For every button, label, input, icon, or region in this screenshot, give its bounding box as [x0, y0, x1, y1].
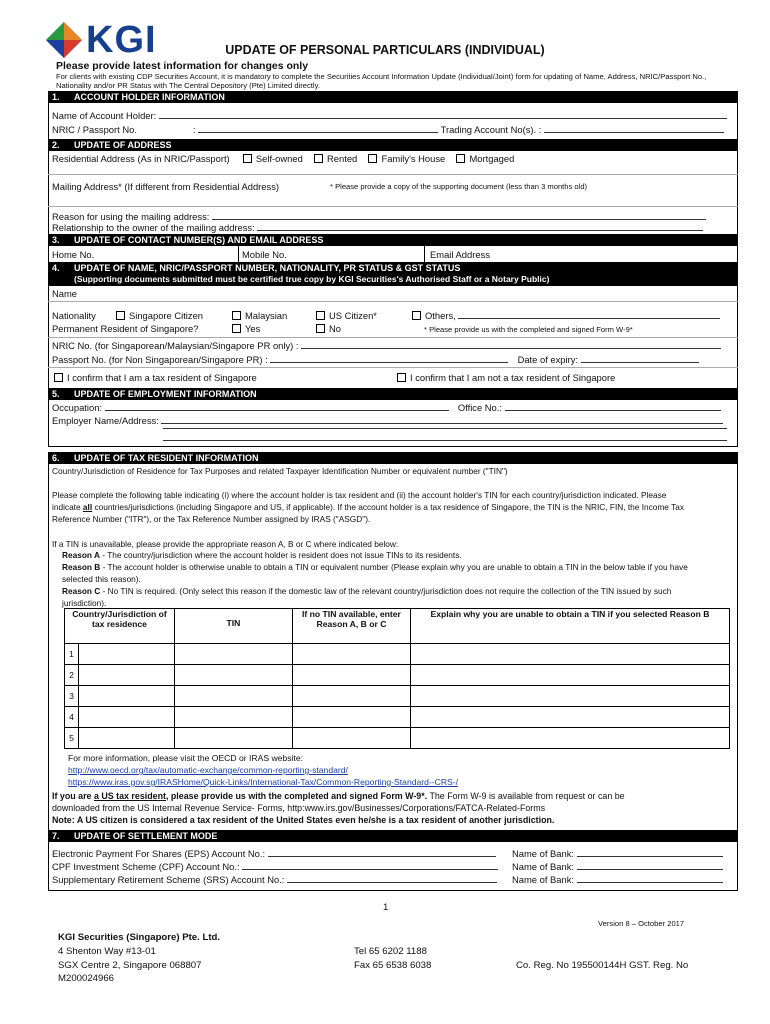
eps-bank-row — [512, 848, 723, 859]
reason-cell[interactable] — [292, 665, 410, 686]
reason-b-cont: selected this reason). — [62, 574, 141, 584]
srs-bank-row — [512, 874, 723, 885]
more-info-text: For more information, please visit the OECD or IRAS website: — [68, 753, 303, 763]
version-text: Version 8 – October 2017 — [598, 919, 685, 928]
residential-address-row — [52, 153, 514, 164]
nric-row — [52, 124, 724, 135]
tin-unavailable-intro: If a TIN is unavailable, please provide the appropriate reason A, B or C where indicated below: — [52, 539, 399, 549]
tin-cell[interactable] — [174, 686, 292, 707]
pr-label: Permanent Resident of Singapore? — [52, 323, 199, 334]
cpf-bank-row — [512, 861, 723, 872]
relationship-field[interactable] — [257, 222, 703, 231]
tax-resident-not-sg-label: I confirm that I am not a tax resident of Singapore — [410, 372, 616, 383]
page-number: 1 — [383, 902, 389, 913]
trading-account-field[interactable] — [544, 124, 724, 133]
nric-number-row — [52, 340, 721, 351]
others-checkbox[interactable] — [412, 311, 421, 320]
country-cell[interactable] — [79, 707, 175, 728]
reason-a-text: - The country/jurisdiction where the account holder is resident does not issue TINs to its residents. — [99, 550, 462, 560]
relationship-label: Relationship to the owner of the mailing address: — [52, 222, 255, 233]
account-holder-name-label: Name of Account Holder: — [52, 110, 157, 121]
pr-no-label: No — [329, 323, 341, 334]
col-explain: Explain why you are unable to obtain a TIN if you selected Reason B — [410, 609, 729, 644]
section-number: 7. — [52, 831, 60, 841]
reason-cell[interactable] — [292, 707, 410, 728]
explain-cell[interactable] — [410, 728, 729, 749]
mailing-address-label: Mailing Address* (If different from Residential Address) — [52, 181, 280, 192]
reason-c-cont: jurisdiction). — [62, 598, 107, 608]
country-cell[interactable] — [79, 728, 175, 749]
section-number: 3. — [52, 235, 60, 245]
passport-number-label: Passport No. (for Non Singaporean/Singapore PR) : — [52, 354, 268, 365]
residential-address-label: Residential Address (As in NRIC/Passport) — [52, 153, 230, 164]
family-house-label: Family's House — [381, 153, 446, 164]
contact-divider-1 — [238, 246, 239, 262]
reason-cell[interactable] — [292, 686, 410, 707]
section-4-header — [48, 262, 738, 286]
w9-note: * Please provide us with the completed and signed Form W-9* — [424, 325, 633, 334]
reason-a-label: Reason A — [62, 550, 100, 560]
pr-no-option — [316, 323, 341, 334]
table-row — [65, 728, 730, 749]
bank-label: Name of Bank: — [512, 848, 575, 859]
us-tax-notice-line-1 — [52, 791, 625, 802]
tax-residence-intro: Country/Jurisdiction of Residence for Tax Purposes and related Taxpayer Identification Number or equivalent number ("TIN") — [52, 466, 508, 476]
malaysian-option — [232, 310, 287, 321]
reason-c-text: - No TIN is required. (Only select this reason if the domestic law of the relevant country/jurisdiction does not require the collection of the TIN issued by such — [100, 586, 672, 596]
upper-frame-bottom — [48, 446, 738, 447]
tin-cell[interactable] — [174, 728, 292, 749]
address-divider — [48, 174, 738, 175]
table-row — [65, 686, 730, 707]
form-title: UPDATE OF PERSONAL PARTICULARS (INDIVIDUAL) — [225, 43, 545, 57]
section-5-header — [48, 388, 738, 400]
section-2-header — [48, 139, 738, 151]
section-title: UPDATE OF ADDRESS — [74, 140, 172, 150]
occupation-label: Occupation: — [52, 402, 103, 413]
eps-label: Electronic Payment For Shares (EPS) Account No.: — [52, 848, 266, 859]
mortgaged-checkbox[interactable] — [456, 154, 465, 163]
employer-field-line-2[interactable] — [163, 428, 727, 429]
section-title: UPDATE OF NAME, NRIC/PASSPORT NUMBER, NATIONALITY, PR STATUS & GST STATUS — [74, 263, 461, 273]
table-row — [65, 644, 730, 665]
singapore-citizen-checkbox[interactable] — [116, 311, 125, 320]
row-number: 1 — [65, 644, 79, 665]
section-title: UPDATE OF EMPLOYMENT INFORMATION — [74, 389, 257, 399]
others-label: Others, — [425, 310, 456, 321]
section-number: 6. — [52, 453, 60, 463]
nric-number-field[interactable] — [301, 340, 721, 349]
us-tax-resident-emphasis: a US tax resident — [93, 791, 166, 801]
pr-yes-checkbox[interactable] — [232, 324, 241, 333]
pr-yes-option — [232, 323, 260, 334]
passport-number-field[interactable] — [270, 354, 508, 363]
us-citizen-label: US Citizen* — [329, 310, 377, 321]
row-number: 3 — [65, 686, 79, 707]
mailing-reason-row — [52, 211, 706, 222]
explain-cell[interactable] — [410, 686, 729, 707]
eps-bank-field[interactable] — [577, 848, 723, 857]
trading-account-label: Trading Account No(s). : — [440, 124, 542, 135]
tin-cell[interactable] — [174, 665, 292, 686]
employer-label: Employer Name/Address: — [52, 415, 159, 426]
text: countries/jurisdictions (including Singapore and US, if applicable). If the account holder is a tax residence of Singapore, the TIN is the NRIC, FIN, the Income Tax — [92, 502, 684, 512]
pr-no-checkbox[interactable] — [316, 324, 325, 333]
mailing-reason-label: Reason for using the mailing address: — [52, 211, 210, 222]
table-row — [65, 707, 730, 728]
section-title: UPDATE OF TAX RESIDENT INFORMATION — [74, 453, 259, 463]
company-name: KGI Securities (Singapore) Pte. Ltd. — [58, 932, 221, 943]
reason-b-text: - The account holder is otherwise unable to obtain a TIN or equivalent number (Please explain why you are unable to obtain a TIN in the below table if you have — [100, 562, 688, 572]
tax-resident-not-sg-option — [397, 372, 615, 383]
singapore-citizen-label: Singapore Citizen — [129, 310, 204, 321]
office-number-field[interactable] — [505, 402, 721, 411]
reason-c-label: Reason C — [62, 586, 101, 596]
section-number: 2. — [52, 140, 60, 150]
reason-b-label: Reason B — [62, 562, 101, 572]
singapore-citizen-option — [116, 310, 203, 321]
mailing-reason-field[interactable] — [212, 211, 706, 220]
expiry-date-field[interactable] — [581, 354, 699, 363]
tin-cell[interactable] — [174, 644, 292, 665]
expiry-date-label: Date of expiry: — [517, 354, 579, 365]
nationality-label: Nationality — [52, 310, 96, 321]
reason-a — [62, 551, 462, 561]
family-house-checkbox[interactable] — [368, 154, 377, 163]
tax-instructions-line-2 — [52, 503, 684, 513]
us-citizen-option — [316, 310, 377, 321]
country-cell[interactable] — [79, 686, 175, 707]
occupation-row — [52, 402, 721, 413]
section-title: ACCOUNT HOLDER INFORMATION — [74, 92, 225, 102]
cpf-account-field[interactable] — [242, 861, 498, 870]
company-phone: Tel 65 6202 1188 — [354, 946, 427, 957]
form-subtitle: Please provide latest information for changes only — [56, 60, 309, 72]
srs-label: Supplementary Retirement Scheme (SRS) Account No.: — [52, 874, 285, 885]
reason-cell[interactable] — [292, 728, 410, 749]
tax-resident-sg-option — [54, 372, 257, 383]
section-subtitle: (Supporting documents submitted must be certified true copy by KGI Securities's Authorised Staff or a Notary Public) — [74, 274, 550, 284]
occupation-field[interactable] — [105, 402, 449, 411]
section-title: UPDATE OF SETTLEMENT MODE — [74, 831, 218, 841]
email-address-label: Email Address — [430, 249, 490, 260]
srs-row — [52, 874, 497, 885]
tin-cell[interactable] — [174, 707, 292, 728]
text: , please provide us with the completed and signed Form W-9*. — [165, 791, 428, 801]
us-citizen-note: Note: A US citizen is considered a tax resident of the United States even he/she is a tax resident of another jurisdiction. — [52, 815, 555, 825]
rented-label: Rented — [327, 153, 358, 164]
rented-checkbox[interactable] — [314, 154, 323, 163]
iras-link[interactable]: https://www.iras.gov.sg/IRASHome/Quick-Links/International-Tax/Common-Reporting-Standard--CRS-/ — [68, 777, 459, 787]
country-cell[interactable] — [79, 665, 175, 686]
col-tin: TIN — [174, 609, 292, 644]
logo-wordmark: KGI — [86, 19, 157, 61]
row-number: 5 — [65, 728, 79, 749]
nric-passport-field[interactable] — [198, 124, 438, 133]
section-1-header — [48, 91, 738, 103]
section-6-header — [48, 452, 738, 464]
home-number-label: Home No. — [52, 249, 95, 260]
nationality-divider — [48, 337, 738, 338]
employer-row — [52, 415, 723, 426]
mortgaged-label: Mortgaged — [469, 153, 515, 164]
col-reason: If no TIN available, enter Reason A, B or C — [292, 609, 410, 644]
mailing-address-note: * Please provide a copy of the supporting document (less than 3 months old) — [330, 182, 588, 191]
section-3-header — [48, 234, 738, 246]
row-number: 4 — [65, 707, 79, 728]
company-address-2: SGX Centre 2, Singapore 068807 — [58, 960, 202, 971]
tax-resident-sg-label: I confirm that I am a tax resident of Singapore — [67, 372, 257, 383]
others-field[interactable] — [458, 310, 720, 319]
bank-label: Name of Bank: — [512, 874, 575, 885]
employer-field[interactable] — [161, 415, 723, 424]
employer-field-line-3[interactable] — [163, 440, 727, 441]
company-address-1: 4 Shenton Way #13-01 — [58, 946, 156, 957]
reason-c — [62, 587, 671, 597]
bank-label: Name of Bank: — [512, 861, 575, 872]
tax-instructions-line-3: Reference Number ("ITR"), or the Tax Reference Number assigned by IRAS ("ASGD"). — [52, 514, 371, 524]
tax-resident-sg-checkbox[interactable] — [54, 373, 63, 382]
all-emphasis: all — [82, 502, 93, 512]
reason-b — [62, 563, 688, 573]
tax-resident-not-sg-checkbox[interactable] — [397, 373, 406, 382]
colon: : — [192, 124, 196, 135]
relationship-row — [52, 222, 703, 233]
table-row — [65, 665, 730, 686]
company-fax: Fax 65 6538 6038 — [354, 960, 432, 971]
tax-instructions-line-1: Please complete the following table indicating (i) where the account holder is tax resident and (ii) the account holder's TIN for each country/jurisdiction indicated. Please — [52, 490, 667, 500]
lower-frame-bottom — [48, 890, 738, 891]
malaysian-label: Malaysian — [245, 310, 288, 321]
srs-account-field[interactable] — [287, 874, 497, 883]
section-number: 4. — [52, 263, 60, 273]
eps-row — [52, 848, 496, 859]
us-tax-notice-line-2: downloaded from the US Internal Revenue Service- Forms, http:www.irs.gov/Businesses/Corporations/FATCA-Related-Forms — [52, 803, 546, 813]
company-registration: Co. Reg. No 195500144H GST. Reg. No — [516, 960, 689, 971]
us-citizen-checkbox[interactable] — [316, 311, 325, 320]
contact-divider-2 — [424, 246, 425, 262]
intro-text: For clients with existing CDP Securities Account, it is mandatory to complete the Securities Account Information Update (Individual/Joint) form for updating of Name, Address, NRIC/Passport No., Nationality and/or PR Status with The Central Depository (Pte) Limited directly. — [56, 72, 707, 91]
country-cell[interactable] — [79, 644, 175, 665]
explain-cell[interactable] — [410, 707, 729, 728]
section-number: 5. — [52, 389, 60, 399]
passport-number-row — [52, 354, 699, 365]
cpf-label: CPF Investment Scheme (CPF) Account No.: — [52, 861, 240, 872]
cpf-bank-field[interactable] — [577, 861, 723, 870]
pr-yes-label: Yes — [245, 323, 261, 334]
explain-cell[interactable] — [410, 665, 729, 686]
nric-passport-label: NRIC / Passport No. — [52, 124, 137, 135]
self-owned-checkbox[interactable] — [243, 154, 252, 163]
oecd-link[interactable]: http://www.oecd.org/tax/automatic-exchange/common-reporting-standard/ — [68, 765, 348, 775]
cpf-row — [52, 861, 498, 872]
name-label: Name — [52, 288, 78, 299]
section-title: UPDATE OF CONTACT NUMBER(S) AND EMAIL ADDRESS — [74, 235, 324, 245]
others-option — [412, 310, 720, 321]
explain-cell[interactable] — [410, 644, 729, 665]
malaysian-checkbox[interactable] — [232, 311, 241, 320]
section-7-header — [48, 830, 738, 842]
eps-account-field[interactable] — [268, 848, 496, 857]
srs-bank-field[interactable] — [577, 874, 723, 883]
mobile-number-label: Mobile No. — [242, 249, 287, 260]
row-number: 2 — [65, 665, 79, 686]
text: If you are — [52, 791, 94, 801]
tax-residence-table — [64, 608, 730, 749]
col-country: Country/Jurisdiction of tax residence — [65, 609, 175, 644]
account-holder-name-field[interactable] — [159, 110, 727, 119]
nric-number-label: NRIC No. (for Singaporean/Malaysian/Singapore PR only) : — [52, 340, 299, 351]
name-divider — [48, 301, 738, 302]
text: The Form W-9 is available from request or can be — [427, 791, 625, 801]
section-number: 1. — [52, 92, 60, 102]
passport-divider — [48, 367, 738, 368]
mailing-divider — [48, 206, 738, 207]
account-holder-name-row — [52, 110, 727, 121]
office-number-label: Office No.: — [457, 402, 502, 413]
self-owned-label: Self-owned — [255, 153, 303, 164]
company-address-3: M200024966 — [58, 973, 115, 984]
reason-cell[interactable] — [292, 644, 410, 665]
text: indicate — [52, 502, 83, 512]
